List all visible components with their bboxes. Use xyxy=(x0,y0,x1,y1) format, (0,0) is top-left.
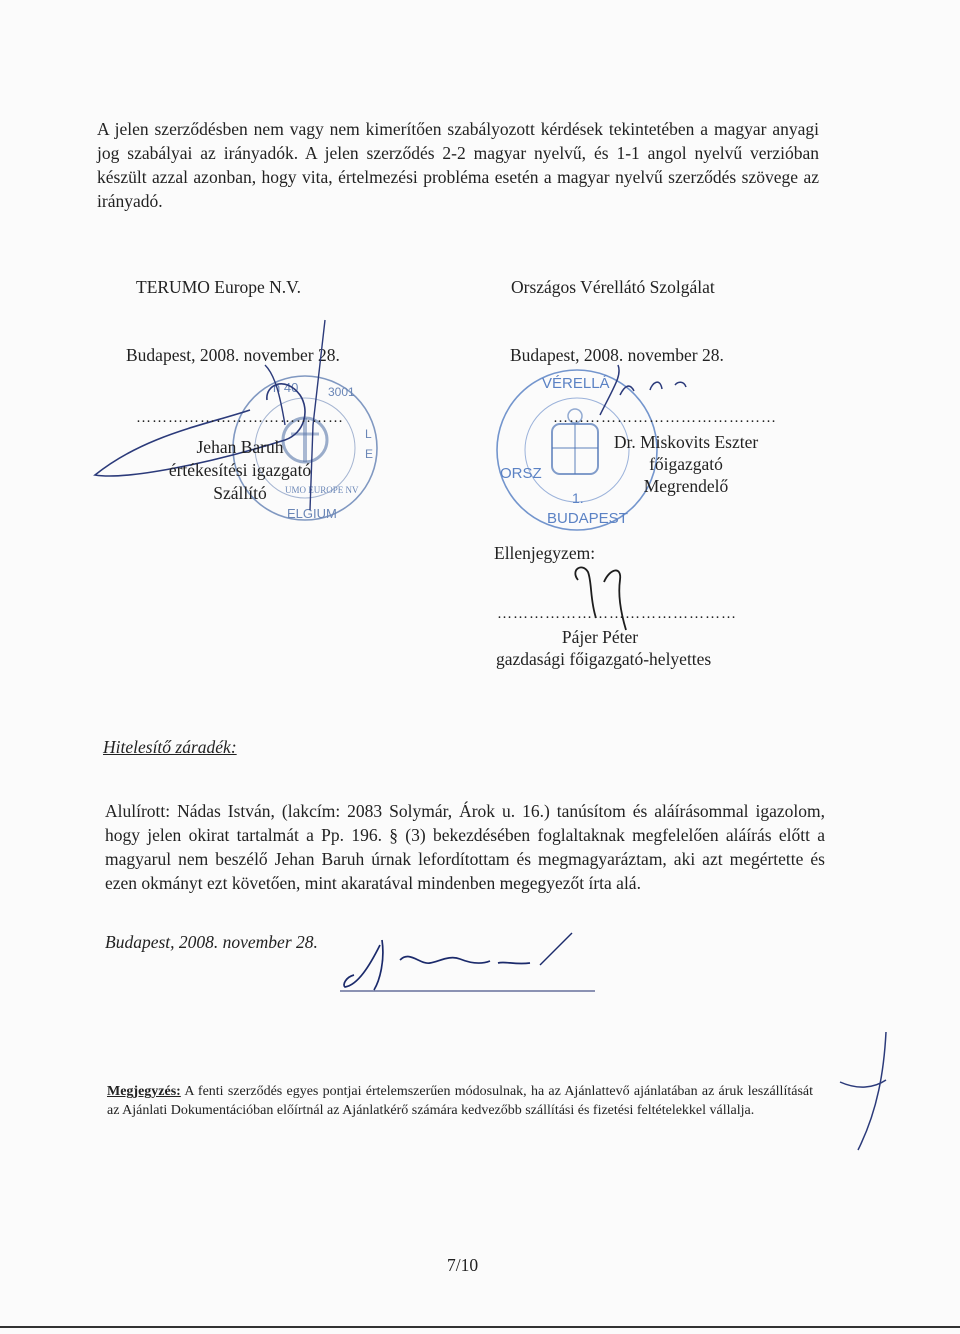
footnote xyxy=(107,1082,813,1120)
nadas-istvan-signature xyxy=(340,925,610,1000)
svg-text:n 40: n 40 xyxy=(273,380,299,395)
right-signature-dots: …………………………………… xyxy=(553,410,777,426)
left-party-date: Budapest, 2008. november 28. xyxy=(126,345,340,365)
attestation-body: Alulírott: Nádas István, (lakcím: 2083 Solymár, Árok u. 16.) tanúsítom és aláírásommal igazolom, hogy jelen okirat tartalmát a Pp. 196. § (3) bekezdésében foglaltaknak megfelelően aláírás előtt a magyarul nem beszélő Jehan Baruh úrnak lefordítottam és megmagyaráztam, aki azt megértette és ezen okmányt ezt követően, mint akaratával mindenben megegyezőt írta alá. xyxy=(105,801,825,893)
right-party-company: Országos Vérellátó Szolgálat xyxy=(511,277,715,297)
left-signatory-name: Jehan Baruh xyxy=(196,437,284,457)
footnote-text: A fenti szerződés egyes pontjai értelemszerűen módosulnak, ha az Ajánlattevő ajánlatában az áruk leszállítását az Ajánlati Dokumentációban előírtnál az Ajánlatkérő számára kedvezőbb szállítási és fizetési feltételekkel vállalja. xyxy=(107,1084,813,1118)
margin-initial-mark xyxy=(838,1030,898,1160)
countersign-dots: ……………………………………… xyxy=(497,606,737,622)
left-party-company: TERUMO Europe N.V. xyxy=(136,277,301,297)
right-signatory-name: Dr. Miskovits Eszter xyxy=(613,432,759,452)
svg-text:3001: 3001 xyxy=(328,385,355,399)
countersign-title: gazdasági főigazgató-helyettes xyxy=(496,649,712,669)
right-signatory-role: Megrendelő xyxy=(643,476,729,496)
svg-text:1.: 1. xyxy=(572,490,584,506)
left-signatory-title: értékesítési igazgató xyxy=(168,460,312,480)
svg-text:UMO EUROPE NV: UMO EUROPE NV xyxy=(285,485,359,495)
right-party-date: Budapest, 2008. november 28. xyxy=(510,345,724,365)
scan-edge-line xyxy=(0,1326,960,1328)
svg-text:L: L xyxy=(365,427,372,441)
left-signature-dots: ………………………………… xyxy=(136,410,344,426)
left-signatory-role: Szállító xyxy=(213,483,267,503)
svg-text:ORSZ: ORSZ xyxy=(500,465,542,482)
svg-text:VÉRELLÁ: VÉRELLÁ xyxy=(542,375,610,392)
countersign-label: Ellenjegyzem: xyxy=(494,543,596,563)
page-number: 7/10 xyxy=(447,1255,479,1275)
attestation-date: Budapest, 2008. november 28. xyxy=(105,932,318,952)
svg-text:E: E xyxy=(365,447,374,461)
svg-text:BUDAPEST: BUDAPEST xyxy=(547,510,628,527)
intro-paragraph: A jelen szerződésben nem vagy nem kimerítően szabályozott kérdések tekintetében a magyar anyagi jog szabályai az irányadók. A jelen szerződés 2-2 magyar nyelvű, és 1-1 angol nyelvű verzióban készült azzal azonban, hogy vita, értelmezési probléma esetén a magyar nyelvű szerződés szövege az irányadó. xyxy=(97,119,819,211)
attestation-heading: Hitelesítő záradék: xyxy=(103,737,237,757)
svg-text:ELGIUM: ELGIUM xyxy=(287,506,337,521)
countersign-name: Pájer Péter xyxy=(561,627,639,647)
right-signatory-title: főigazgató xyxy=(649,454,723,474)
footnote-label: Megjegyzés: xyxy=(107,1084,181,1099)
